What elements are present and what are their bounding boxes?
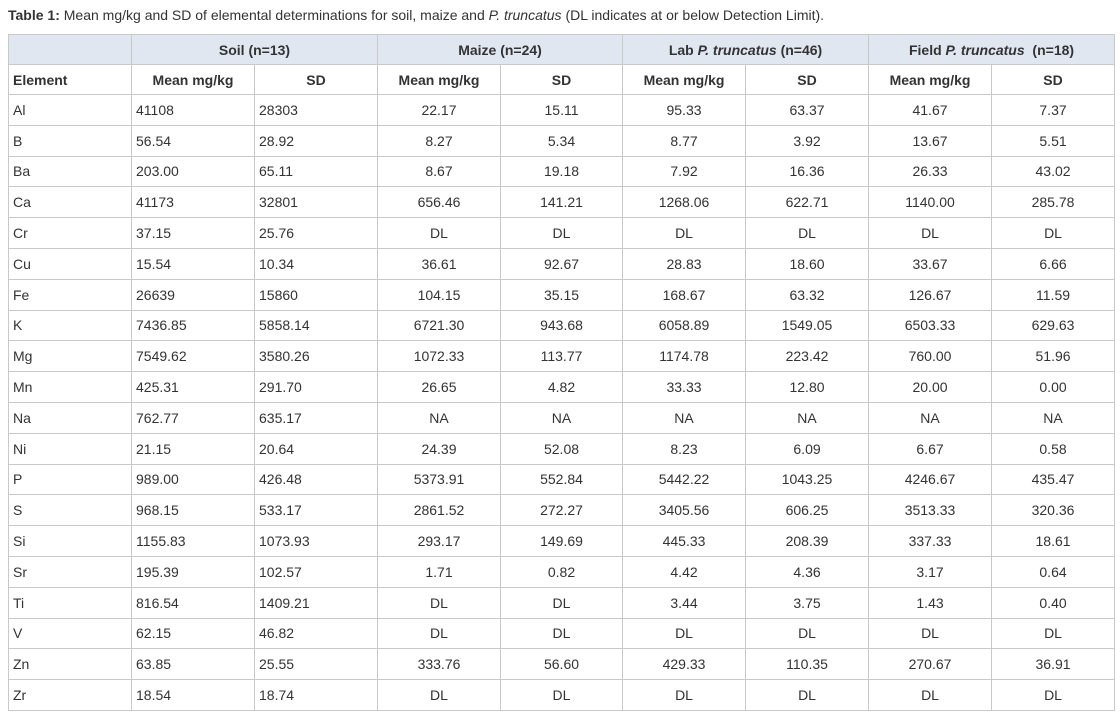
value-cell: DL <box>501 218 623 249</box>
column-header-sd: SD <box>255 65 378 95</box>
column-header-mean: Mean mg/kg <box>623 65 746 95</box>
value-cell: DL <box>746 618 869 649</box>
value-cell: 3405.56 <box>623 495 746 526</box>
element-cell: V <box>9 618 132 649</box>
group-header-italic: P. truncatus <box>945 41 1025 58</box>
table-row <box>9 279 1115 310</box>
value-cell: 102.57 <box>255 556 378 587</box>
value-cell: 28.92 <box>255 125 378 156</box>
value-cell: 4246.67 <box>869 464 992 495</box>
value-cell: 36.91 <box>992 649 1115 680</box>
table-row <box>9 556 1115 587</box>
value-cell: 606.25 <box>746 495 869 526</box>
value-cell: 7549.62 <box>132 341 255 372</box>
value-cell: 63.85 <box>132 649 255 680</box>
value-cell: DL <box>746 680 869 711</box>
value-cell: 333.76 <box>378 649 501 680</box>
value-cell: 203.00 <box>132 156 255 187</box>
table-row <box>9 495 1115 526</box>
value-cell: 0.00 <box>992 372 1115 403</box>
value-cell: 5.51 <box>992 125 1115 156</box>
value-cell: 28.83 <box>623 248 746 279</box>
value-cell: 35.15 <box>501 279 623 310</box>
value-cell: DL <box>992 218 1115 249</box>
table-row <box>9 526 1115 557</box>
group-header-suffix: (n=18) <box>1024 41 1075 58</box>
value-cell: 1140.00 <box>869 187 992 218</box>
value-cell: 20.00 <box>869 372 992 403</box>
value-cell: NA <box>869 402 992 433</box>
group-header-text: Soil (n=13) <box>218 41 291 58</box>
value-cell: 19.18 <box>501 156 623 187</box>
value-cell: 1155.83 <box>132 526 255 557</box>
value-cell: 110.35 <box>746 649 869 680</box>
value-cell: 18.60 <box>746 248 869 279</box>
element-cell: Ba <box>9 156 132 187</box>
value-cell: 18.54 <box>132 680 255 711</box>
value-cell: 1268.06 <box>623 187 746 218</box>
value-cell: 3.44 <box>623 587 746 618</box>
element-cell: Sr <box>9 556 132 587</box>
value-cell: 52.08 <box>501 433 623 464</box>
header-blank-cell <box>9 35 132 65</box>
column-header-mean: Mean mg/kg <box>378 65 501 95</box>
value-cell: 1.43 <box>869 587 992 618</box>
value-cell: 33.67 <box>869 248 992 279</box>
table-row <box>9 372 1115 403</box>
value-cell: 4.36 <box>746 556 869 587</box>
value-cell: 15.54 <box>132 248 255 279</box>
value-cell: 62.15 <box>132 618 255 649</box>
value-cell: 1409.21 <box>255 587 378 618</box>
value-cell: 0.82 <box>501 556 623 587</box>
value-cell: 5.34 <box>501 125 623 156</box>
element-cell: Cu <box>9 248 132 279</box>
table-row <box>9 248 1115 279</box>
value-cell: 26.65 <box>378 372 501 403</box>
value-cell: 26.33 <box>869 156 992 187</box>
value-cell: 92.67 <box>501 248 623 279</box>
group-header-field <box>869 35 1115 65</box>
value-cell: 149.69 <box>501 526 623 557</box>
value-cell: DL <box>992 618 1115 649</box>
table-row <box>9 218 1115 249</box>
value-cell: 6058.89 <box>623 310 746 341</box>
value-cell: 223.42 <box>746 341 869 372</box>
value-cell: 429.33 <box>623 649 746 680</box>
value-cell: DL <box>501 587 623 618</box>
value-cell: 6.67 <box>869 433 992 464</box>
value-cell: 24.39 <box>378 433 501 464</box>
value-cell: 622.71 <box>746 187 869 218</box>
value-cell: 113.77 <box>501 341 623 372</box>
table-row <box>9 310 1115 341</box>
value-cell: 943.68 <box>501 310 623 341</box>
group-header-text: Lab <box>668 41 698 58</box>
value-cell: 25.55 <box>255 649 378 680</box>
value-cell: 56.54 <box>132 125 255 156</box>
value-cell: 20.64 <box>255 433 378 464</box>
value-cell: 629.63 <box>992 310 1115 341</box>
value-cell: 8.77 <box>623 125 746 156</box>
value-cell: 104.15 <box>378 279 501 310</box>
value-cell: NA <box>623 402 746 433</box>
value-cell: 320.36 <box>992 495 1115 526</box>
value-cell: 1174.78 <box>623 341 746 372</box>
value-cell: 1.71 <box>378 556 501 587</box>
value-cell: 63.37 <box>746 95 869 126</box>
value-cell: 13.67 <box>869 125 992 156</box>
value-cell: 126.67 <box>869 279 992 310</box>
value-cell: 533.17 <box>255 495 378 526</box>
value-cell: 8.27 <box>378 125 501 156</box>
value-cell: DL <box>869 680 992 711</box>
value-cell: DL <box>623 218 746 249</box>
value-cell: DL <box>501 618 623 649</box>
element-cell: Fe <box>9 279 132 310</box>
value-cell: 3.92 <box>746 125 869 156</box>
value-cell: 63.32 <box>746 279 869 310</box>
element-cell: Ni <box>9 433 132 464</box>
element-cell: Al <box>9 95 132 126</box>
element-cell: Na <box>9 402 132 433</box>
value-cell: 968.15 <box>132 495 255 526</box>
table-row <box>9 433 1115 464</box>
value-cell: 1043.25 <box>746 464 869 495</box>
table-row <box>9 464 1115 495</box>
group-header-maize <box>378 35 623 65</box>
element-cell: S <box>9 495 132 526</box>
table-row <box>9 95 1115 126</box>
value-cell: 272.27 <box>501 495 623 526</box>
value-cell: 0.40 <box>992 587 1115 618</box>
element-cell: B <box>9 125 132 156</box>
value-cell: 3513.33 <box>869 495 992 526</box>
value-cell: 15.11 <box>501 95 623 126</box>
element-cell: Mn <box>9 372 132 403</box>
value-cell: DL <box>378 587 501 618</box>
value-cell: 41.67 <box>869 95 992 126</box>
value-cell: 1073.93 <box>255 526 378 557</box>
value-cell: 435.47 <box>992 464 1115 495</box>
value-cell: 6503.33 <box>869 310 992 341</box>
value-cell: 0.58 <box>992 433 1115 464</box>
table-row <box>9 402 1115 433</box>
value-cell: 208.39 <box>746 526 869 557</box>
value-cell: 141.21 <box>501 187 623 218</box>
element-cell: P <box>9 464 132 495</box>
column-header-sd: SD <box>746 65 869 95</box>
table-caption <box>8 6 824 24</box>
value-cell: 5858.14 <box>255 310 378 341</box>
value-cell: 8.23 <box>623 433 746 464</box>
value-cell: 3580.26 <box>255 341 378 372</box>
value-cell: 1072.33 <box>378 341 501 372</box>
value-cell: DL <box>501 680 623 711</box>
value-cell: 3.17 <box>869 556 992 587</box>
value-cell: 11.59 <box>992 279 1115 310</box>
value-cell: 6.66 <box>992 248 1115 279</box>
value-cell: 635.17 <box>255 402 378 433</box>
table-row <box>9 341 1115 372</box>
value-cell: 445.33 <box>623 526 746 557</box>
column-header-mean: Mean mg/kg <box>132 65 255 95</box>
table-caption-species: P. truncatus <box>488 7 562 23</box>
value-cell: 95.33 <box>623 95 746 126</box>
value-cell: NA <box>746 402 869 433</box>
column-header-row <box>9 65 1115 95</box>
column-header-sd: SD <box>992 65 1115 95</box>
value-cell: 28303 <box>255 95 378 126</box>
value-cell: DL <box>378 680 501 711</box>
value-cell: 7.92 <box>623 156 746 187</box>
value-cell: 1549.05 <box>746 310 869 341</box>
column-header-element: Element <box>9 65 132 95</box>
value-cell: DL <box>869 218 992 249</box>
value-cell: 65.11 <box>255 156 378 187</box>
table-row <box>9 187 1115 218</box>
table-row <box>9 156 1115 187</box>
group-header-text: Maize (n=24) <box>458 41 542 58</box>
value-cell: 2861.52 <box>378 495 501 526</box>
value-cell: 21.15 <box>132 433 255 464</box>
value-cell: DL <box>992 680 1115 711</box>
column-header-sd: SD <box>501 65 623 95</box>
value-cell: 762.77 <box>132 402 255 433</box>
value-cell: 0.64 <box>992 556 1115 587</box>
value-cell: 426.48 <box>255 464 378 495</box>
value-cell: 168.67 <box>623 279 746 310</box>
group-header-text: Field <box>908 41 946 58</box>
value-cell: 760.00 <box>869 341 992 372</box>
element-cell: Ti <box>9 587 132 618</box>
value-cell: 5442.22 <box>623 464 746 495</box>
table-row <box>9 125 1115 156</box>
value-cell: 291.70 <box>255 372 378 403</box>
value-cell: 4.82 <box>501 372 623 403</box>
column-header-mean: Mean mg/kg <box>869 65 992 95</box>
value-cell: 8.67 <box>378 156 501 187</box>
group-header-soil <box>132 35 378 65</box>
value-cell: 195.39 <box>132 556 255 587</box>
value-cell: 5373.91 <box>378 464 501 495</box>
table-caption-label: Table 1: <box>8 7 60 23</box>
value-cell: 43.02 <box>992 156 1115 187</box>
value-cell: 33.33 <box>623 372 746 403</box>
table-row <box>9 618 1115 649</box>
element-cell: Zr <box>9 680 132 711</box>
value-cell: NA <box>501 402 623 433</box>
value-cell: NA <box>378 402 501 433</box>
value-cell: 36.61 <box>378 248 501 279</box>
group-header-lab <box>623 35 869 65</box>
table-row <box>9 649 1115 680</box>
value-cell: 6.09 <box>746 433 869 464</box>
element-cell: Si <box>9 526 132 557</box>
value-cell: DL <box>623 680 746 711</box>
value-cell: DL <box>378 618 501 649</box>
value-cell: 37.15 <box>132 218 255 249</box>
element-cell: Mg <box>9 341 132 372</box>
value-cell: 552.84 <box>501 464 623 495</box>
value-cell: DL <box>746 218 869 249</box>
elemental-table <box>8 34 1115 711</box>
value-cell: 18.74 <box>255 680 378 711</box>
value-cell: 18.61 <box>992 526 1115 557</box>
value-cell: 46.82 <box>255 618 378 649</box>
value-cell: 22.17 <box>378 95 501 126</box>
value-cell: 7436.85 <box>132 310 255 341</box>
value-cell: 3.75 <box>746 587 869 618</box>
value-cell: 16.36 <box>746 156 869 187</box>
value-cell: NA <box>992 402 1115 433</box>
table-caption-text: Mean mg/kg and SD of elemental determinations for soil, maize and <box>59 7 489 23</box>
value-cell: 32801 <box>255 187 378 218</box>
value-cell: 4.42 <box>623 556 746 587</box>
element-cell: Zn <box>9 649 132 680</box>
group-header-suffix: (n=46) <box>776 41 823 58</box>
value-cell: 56.60 <box>501 649 623 680</box>
table-row <box>9 587 1115 618</box>
element-cell: K <box>9 310 132 341</box>
value-cell: 25.76 <box>255 218 378 249</box>
value-cell: 10.34 <box>255 248 378 279</box>
value-cell: 26639 <box>132 279 255 310</box>
value-cell: 7.37 <box>992 95 1115 126</box>
value-cell: 270.67 <box>869 649 992 680</box>
value-cell: 425.31 <box>132 372 255 403</box>
value-cell: 51.96 <box>992 341 1115 372</box>
value-cell: DL <box>623 618 746 649</box>
value-cell: 6721.30 <box>378 310 501 341</box>
table-caption-note: (DL indicates at or below Detection Limit). <box>561 7 825 23</box>
group-header-italic: P. truncatus <box>697 41 777 58</box>
value-cell: 41108 <box>132 95 255 126</box>
value-cell: 816.54 <box>132 587 255 618</box>
element-cell: Ca <box>9 187 132 218</box>
value-cell: 41173 <box>132 187 255 218</box>
value-cell: 656.46 <box>378 187 501 218</box>
value-cell: 12.80 <box>746 372 869 403</box>
table-row <box>9 680 1115 711</box>
table-body <box>9 95 1115 711</box>
value-cell: DL <box>869 618 992 649</box>
group-header-row <box>9 35 1115 65</box>
value-cell: 15860 <box>255 279 378 310</box>
value-cell: 989.00 <box>132 464 255 495</box>
value-cell: 293.17 <box>378 526 501 557</box>
value-cell: 337.33 <box>869 526 992 557</box>
value-cell: DL <box>378 218 501 249</box>
value-cell: 285.78 <box>992 187 1115 218</box>
element-cell: Cr <box>9 218 132 249</box>
